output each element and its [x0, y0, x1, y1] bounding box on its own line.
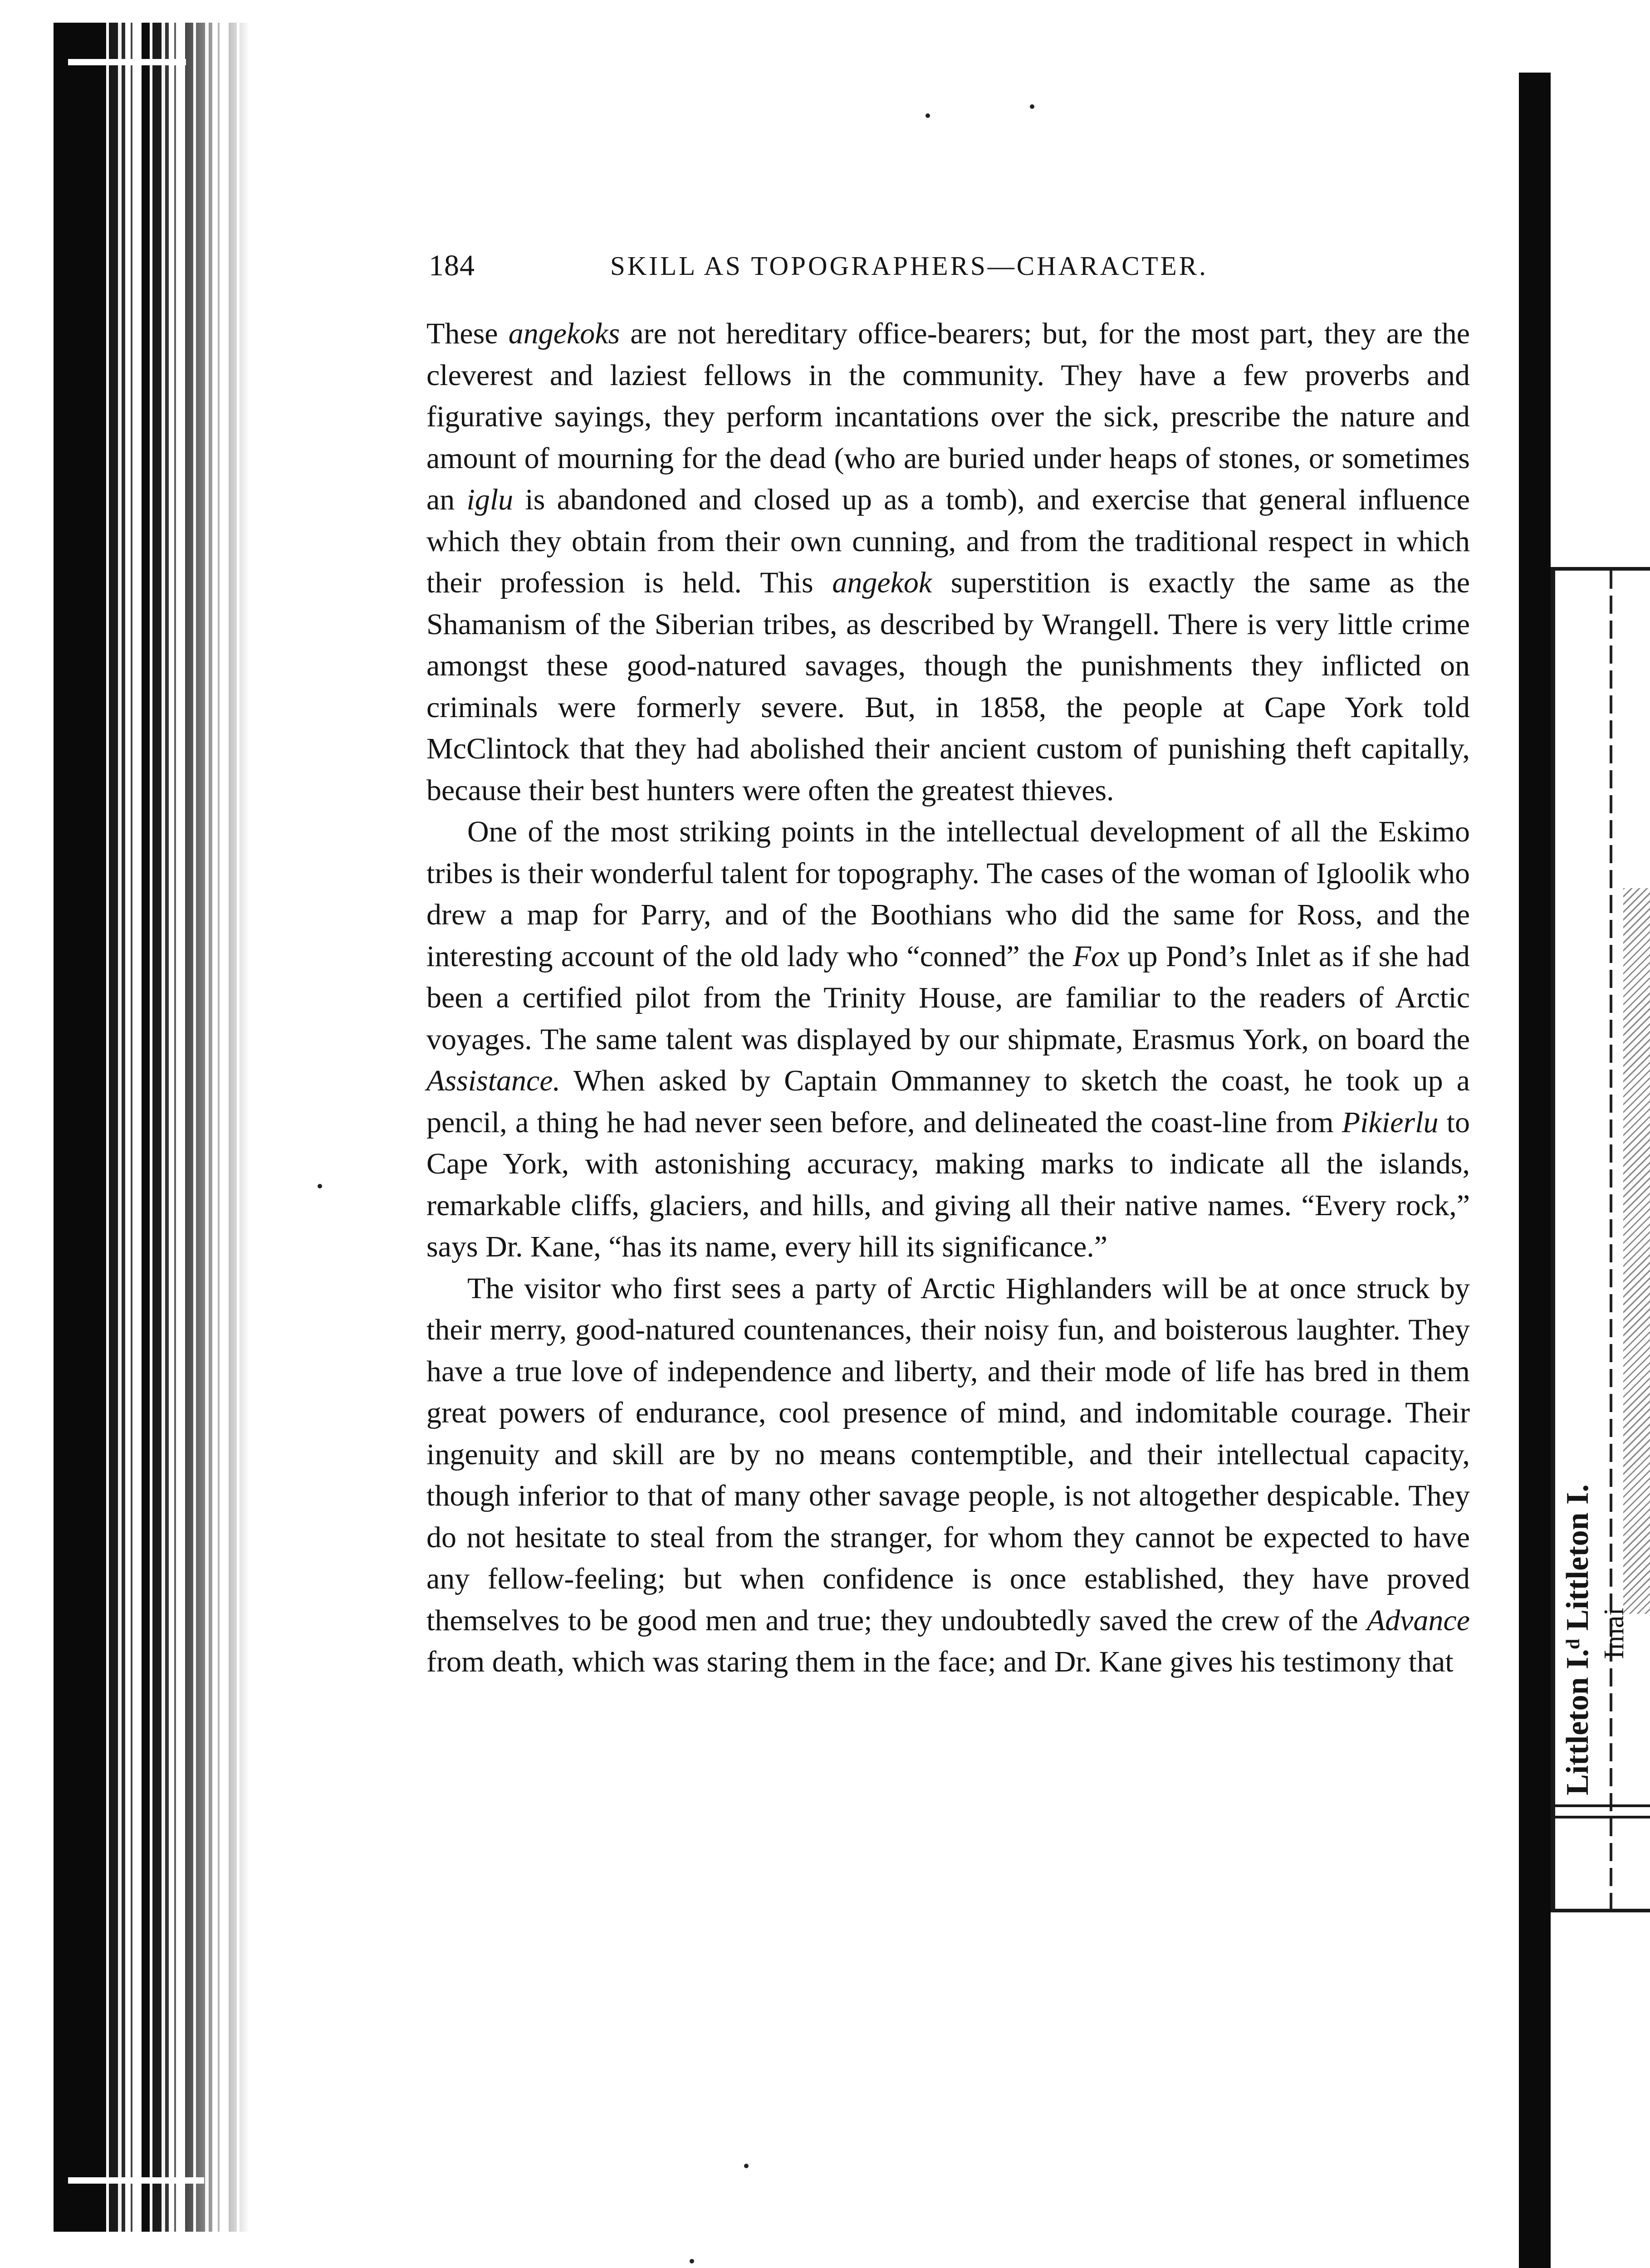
text-run: are not hereditary office-bearers; but, for the most part, they are the cleverest and laziest fellows in the community. They have a few proverbs and figurative sayings, they perform incantations over the sick, prescribe the nature and amount of mourning for the dead (who are buried under heaps of stones, or sometimes an — [426, 317, 1470, 516]
map-coastline — [1610, 571, 1612, 1909]
map-border-line — [1555, 1804, 1650, 1807]
facing-page-edge — [1519, 73, 1551, 2268]
text-run: is abandoned and closed up as a tomb), and exercise that general influence which they obtain from their own cunning, and from the traditional respect in which their profession is held. This — [426, 483, 1470, 599]
text-run: to Cape York, with astonishing accuracy, making marks to indicate all the islands, remarkable cliffs, glaciers, and hills, and giving all their native names. “Every rock,” says Dr. Kane, “has its name, every hill its significance.” — [426, 1105, 1470, 1263]
scan-speck — [744, 2164, 749, 2168]
text-run: One of the most striking points in the intellectual development of all the Eskimo tribes is their wonderful talent for topography. The cases of the woman of Igloolik who drew a map for Parry, and of the Boothians who did the same for Ross, and the interesting account of the old lady who “conned” the — [426, 815, 1470, 973]
map-hatching — [1623, 888, 1650, 1614]
page-header — [429, 249, 1468, 289]
map-label-littleton: Littleton I.ᵈ Littleton I. — [1560, 1484, 1595, 1795]
text-run: superstition is exactly the same as the Shamanism of the Siberian tribes, as described by Wrangell. There is very little crime amongst these good-natured savages, though the punishments they inflicted on criminals were formerly severe. But, in 1858, the people at Cape York told McClintock that they had abolished their ancient custom of punishing theft capitally, because their best hunters were often the greatest thieves. — [426, 566, 1470, 807]
map-fragment — [1551, 567, 1650, 1912]
text-run: These — [426, 317, 509, 350]
binding-notch-bottom — [68, 2177, 204, 2184]
italic-run: Assistance. — [426, 1064, 561, 1097]
italic-run: angekok — [832, 566, 932, 599]
paragraph — [426, 811, 1470, 1268]
paragraph — [426, 1268, 1470, 1683]
body-text — [426, 313, 1470, 1683]
paragraph — [426, 313, 1470, 811]
italic-run: iglu — [466, 483, 514, 516]
scan-speck — [318, 1184, 322, 1188]
italic-run: Advance — [1366, 1603, 1470, 1637]
binding-notch-top — [68, 59, 186, 65]
scan-speck — [1030, 104, 1034, 109]
scan-speck — [690, 2259, 694, 2263]
map-border-line — [1555, 1816, 1650, 1818]
text-run: from death, which was staring them in the face; and Dr. Kane gives his testimony that — [426, 1645, 1454, 1678]
italic-run: Fox — [1072, 939, 1120, 973]
text-run: The visitor who first sees a party of Arctic Highlanders will be at once struck by their merry, good-natured countenances, their noisy fun, and boisterous laughter. They have a true love of independence and liberty, and their mode of life has bred in them great powers of endurance, cool presence of mind, and indomitable courage. Their ingenuity and skill are by no means contemptible, and their intellectual capacity, though inferior to that of many other savage people, is not altogether despicable. They do not hesitate to steal from the stranger, for whom they cannot be expected to have any fellow-feeling; but when confidence is once established, they have proved themselves to be good men and true; they undoubtedly saved the crew of the — [426, 1271, 1470, 1637]
map-label-imai: Imai — [1599, 1608, 1630, 1659]
binding-edge — [54, 23, 103, 2232]
scan-speck — [925, 113, 930, 118]
italic-run: angekoks — [508, 317, 620, 350]
text-run: up Pond’s Inlet as if she had been a certified pilot from the Trinity House, are familiar to the readers of Arctic voyages. The same talent was displayed by our shipmate, Erasmus York, on board the — [426, 939, 1470, 1056]
page-number: 184 — [429, 249, 475, 282]
italic-run: Pikierlu — [1342, 1105, 1439, 1139]
running-head: SKILL AS TOPOGRAPHERS—CHARACTER. — [610, 251, 1208, 281]
text-run: When asked by Captain Ommanney to sketch the coast, he took up a pencil, a thing he had never seen before, and delineated the coast-line from — [426, 1064, 1470, 1139]
